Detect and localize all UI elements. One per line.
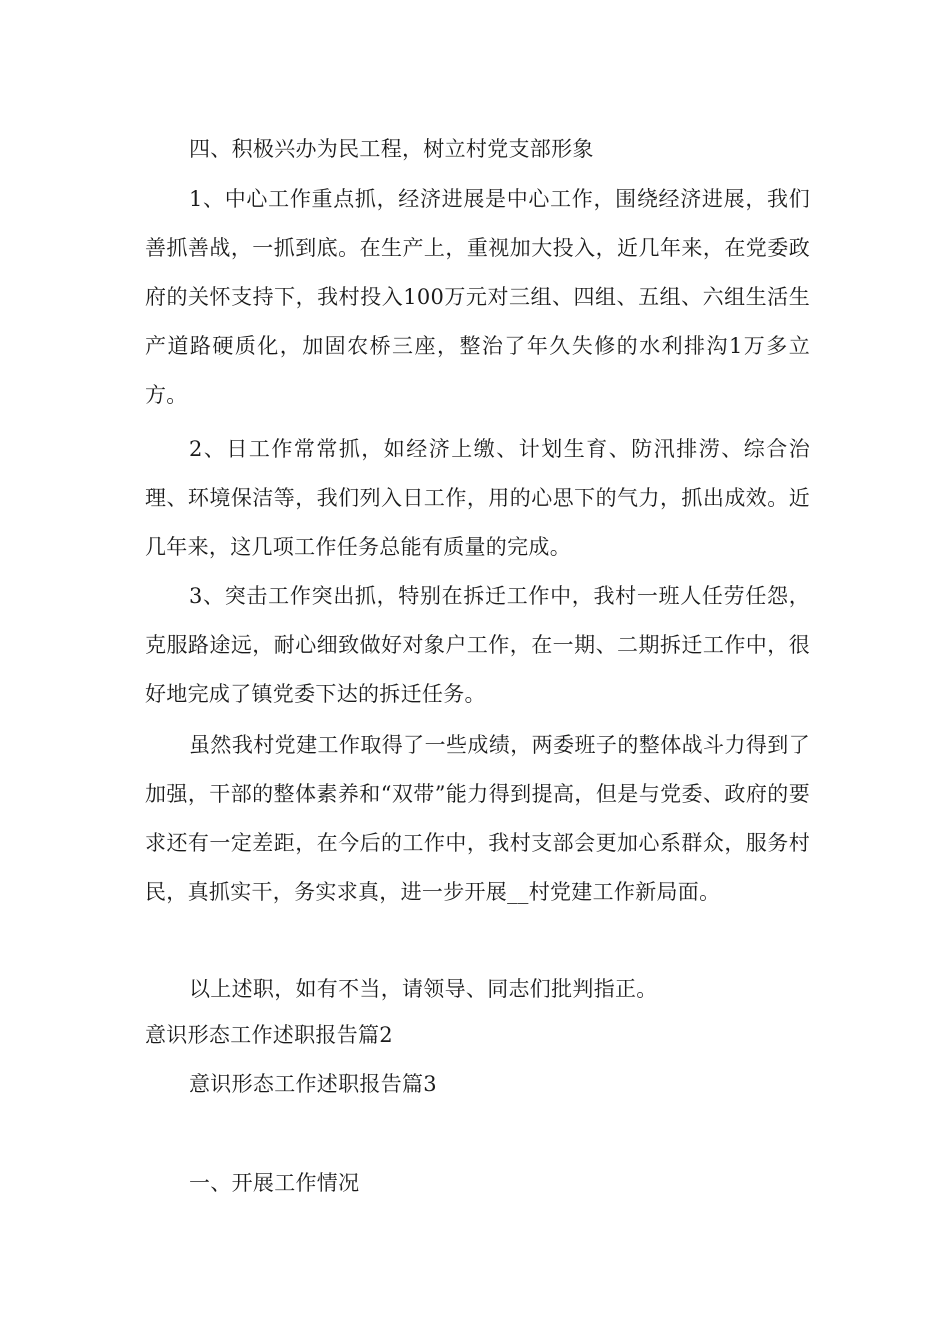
paragraph-summary: 虽然我村党建工作取得了一些成绩，两委班子的整体战斗力得到了加强，干部的整体素养和“双带”能力得到提高，但是与党委、政府的要求还有一定差距，在今后的工作中，我村支部会更加心系群众，服务村民，真抓实干，务实求真，进一步开展__村党建工作新局面。 xyxy=(145,733,810,904)
report-title-3: 意识形态工作述职报告篇3 xyxy=(189,1072,437,1096)
paragraph-item-1: 1、中心工作重点抓，经济进展是中心工作，围绕经济进展，我们善抓善战，一抓到底。在生产上，重视加大投入，近几年来，在党委政府的关怀支持下，我村投入100万元对三组、四组、五组、六组生活生产道路硬质化，加固农桥三座，整治了年久失修的水利排沟1万多立方。 xyxy=(145,187,810,407)
section-heading-four: 四、积极兴办为民工程，树立村党支部形象 xyxy=(189,137,594,161)
paragraph-item-2: 2、日工作常常抓，如经济上缴、计划生育、防汛排涝、综合治理、环境保洁等，我们列入日工作，用的心思下的气力，抓出成效。近几年来，这几项工作任务总能有质量的完成。 xyxy=(145,437,810,559)
section-heading-one: 一、开展工作情况 xyxy=(189,1171,360,1195)
paragraph-closing: 以上述职，如有不当，请领导、同志们批判指正。 xyxy=(189,977,658,1001)
report-title-2: 意识形态工作述职报告篇2 xyxy=(145,1023,393,1047)
paragraph-item-3: 3、突击工作突出抓，特别在拆迁工作中，我村一班人任劳任怨，克服路途远，耐心细致做好对象户工作，在一期、二期拆迁工作中，很好地完成了镇党委下达的拆迁任务。 xyxy=(145,584,810,706)
